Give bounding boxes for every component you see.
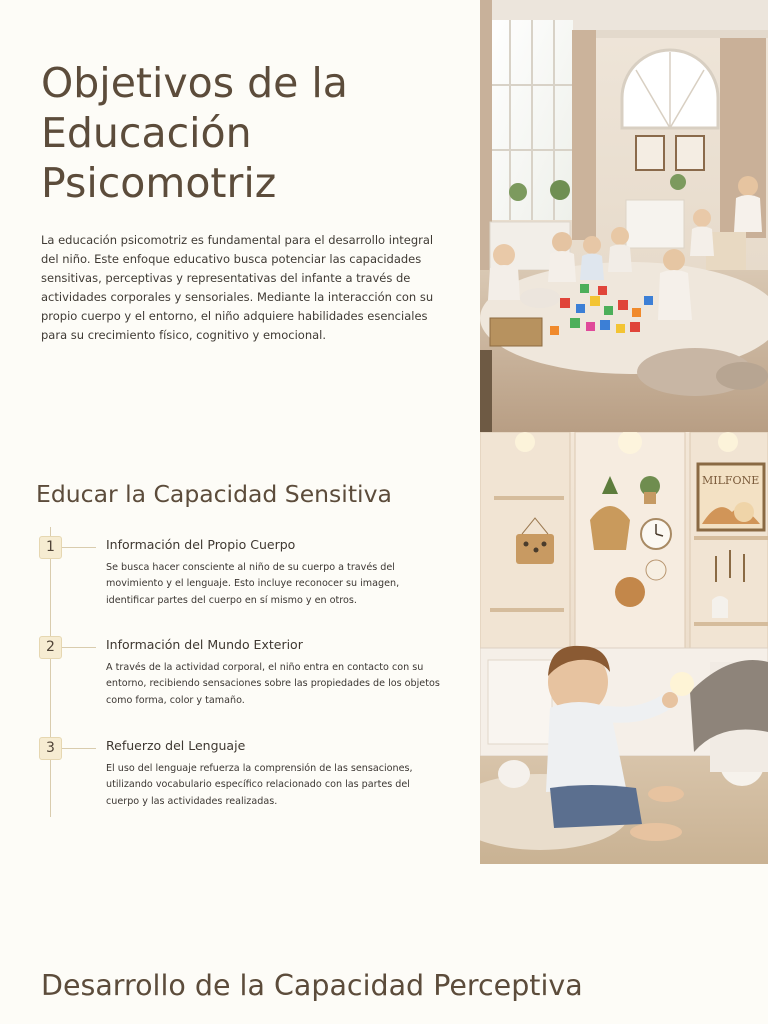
step-number-badge: 2 xyxy=(39,636,62,659)
step-connector xyxy=(62,547,96,548)
intro-paragraph: La educación psicomotriz es fundamental para el desarrollo integral del niño. Este enfoque educativo busca potenciar las capacidades sensitivas, perceptivas y representativas del infante a través de actividades corporales y sensoriales. Mediante la interacción con su propio cuerpo y el entorno, el niño adquiere habilidades esenciales para su crecimiento físico, cognitivo y emocional. xyxy=(41,233,434,342)
step-title: Información del Mundo Exterior xyxy=(106,637,303,652)
step-number-badge: 3 xyxy=(39,737,62,760)
step-description: A través de la actividad corporal, el niño entra en contacto con su entorno, recibiendo sensaciones sobre las propiedades de los objetos como forma, color y tamaño. xyxy=(106,662,440,706)
next-section-title: Desarrollo de la Capacidad Perceptiva xyxy=(41,969,583,1002)
timeline-line xyxy=(50,527,51,817)
step-title: Refuerzo del Lenguaje xyxy=(106,738,246,753)
step-connector xyxy=(62,748,96,749)
section-title: Educar la Capacidad Sensitiva xyxy=(36,480,392,508)
poster-text: MILFONE xyxy=(702,474,760,487)
step-title: Información del Propio Cuerpo xyxy=(106,537,296,552)
playroom-photo xyxy=(480,0,768,432)
step-description: Se busca hacer consciente al niño de su cuerpo a través del movimiento y el lenguaje. Esto incluye reconocer su imagen, identificar partes del cuerpo en sí mismo y en otros. xyxy=(106,562,400,606)
step-description: El uso del lenguaje refuerza la comprensión de las sensaciones, utilizando vocabulario específico relacionado con las partes del cuerpo y las actividades realizadas. xyxy=(106,763,413,807)
step-number-badge: 1 xyxy=(39,536,62,559)
step-connector xyxy=(62,647,96,648)
baby-shelf-photo xyxy=(480,432,768,864)
page-title: Objetivos de la Educación Psicomotriz xyxy=(41,59,348,207)
